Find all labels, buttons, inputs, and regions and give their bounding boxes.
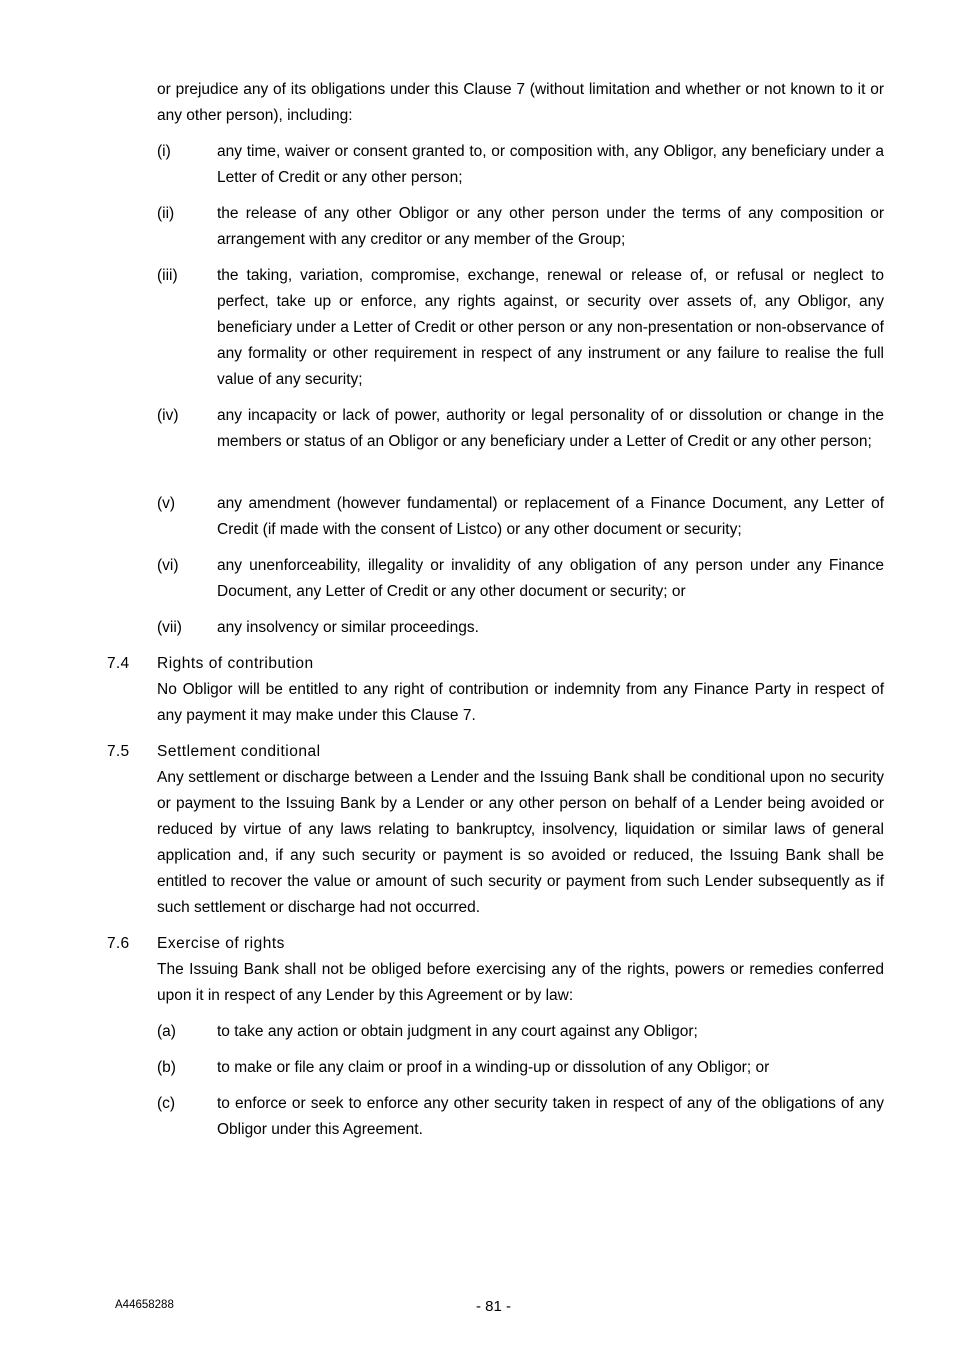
list-item-text: any amendment (however fundamental) or replacement of a Finance Document, any Letter of Credit (if made with the consent of Listco) or any other document or security; (217, 495, 884, 538)
section-body: The Issuing Bank shall not be obliged before exercising any of the rights, powers or remedies conferred upon it in respect of any Lender by this Agreement or by law: (157, 961, 884, 1004)
section-body: No Obligor will be entitled to any right of contribution or indemnity from any Finance Party in respect of any payment it may make under this Clause 7. (157, 681, 884, 724)
list-item-text: any unenforceability, illegality or invalidity of any obligation of any person under any Finance Document, any Letter of Credit or any other document or security; or (217, 557, 884, 600)
section-number: 7.4 (107, 655, 130, 672)
list-item-number: (iv) (157, 407, 179, 424)
section-number: 7.5 (107, 743, 130, 760)
list-item-number: (b) (157, 1059, 176, 1076)
list-item-number: (vi) (157, 557, 179, 574)
page-number: - 81 - (476, 1298, 512, 1315)
list-item-text: any time, waiver or consent granted to, or composition with, any Obligor, any beneficiary under a Letter of Credit or any other person; (217, 143, 884, 186)
list-item-text: to enforce or seek to enforce any other security taken in respect of any of the obligations of any Obligor under this Agreement. (217, 1095, 884, 1138)
list-item-text: to take any action or obtain judgment in any court against any Obligor; (217, 1023, 698, 1040)
list-item-number: (vii) (157, 619, 182, 636)
list-item-number: (v) (157, 495, 176, 512)
list-item-text: to make or file any claim or proof in a winding-up or dissolution of any Obligor; or (217, 1059, 770, 1076)
section-number: 7.6 (107, 935, 130, 952)
intro-paragraph: or prejudice any of its obligations under this Clause 7 (without limitation and whether or not known to it or any other person), including: (157, 81, 884, 124)
list-item-text: any incapacity or lack of power, authority or legal personality of or dissolution or change in the members or status of an Obligor or any beneficiary under a Letter of Credit or any other person; (217, 407, 884, 450)
section-heading: Rights of contribution (157, 655, 314, 672)
list-item-text: any insolvency or similar proceedings. (217, 619, 479, 636)
list-item-number: (i) (157, 143, 171, 160)
list-item-number: (a) (157, 1023, 176, 1040)
list-item-text: the release of any other Obligor or any other person under the terms of any composition or arrangement with any creditor or any member of the Group; (217, 205, 884, 248)
section-heading: Settlement conditional (157, 743, 321, 760)
list-item-number: (iii) (157, 267, 178, 284)
document-reference: A44658288 (115, 1299, 174, 1311)
section-body: Any settlement or discharge between a Lender and the Issuing Bank shall be conditional upon no security or payment to the Issuing Bank by a Lender or any other person on behalf of a Lender being avoided or reduced by virtue of any laws relating to bankruptcy, insolvency, liquidation or similar laws of general application and, if any such security or payment is so avoided or reduced, the Issuing Bank shall be entitled to recover the value or amount of such security or payment from such Lender subsequently as if such settlement or discharge had not occurred. (157, 769, 884, 916)
section-heading: Exercise of rights (157, 935, 285, 952)
list-item-number: (ii) (157, 205, 175, 222)
list-item-text: the taking, variation, compromise, exchange, renewal or release of, or refusal or neglect to perfect, take up or enforce, any rights against, or security over assets of, any Obligor, any beneficiary under a Letter of Credit or other person or any non-presentation or non-observance of any formality or other requirement in respect of any instrument or any failure to realise the full value of any security; (217, 267, 884, 388)
list-item-number: (c) (157, 1095, 176, 1112)
